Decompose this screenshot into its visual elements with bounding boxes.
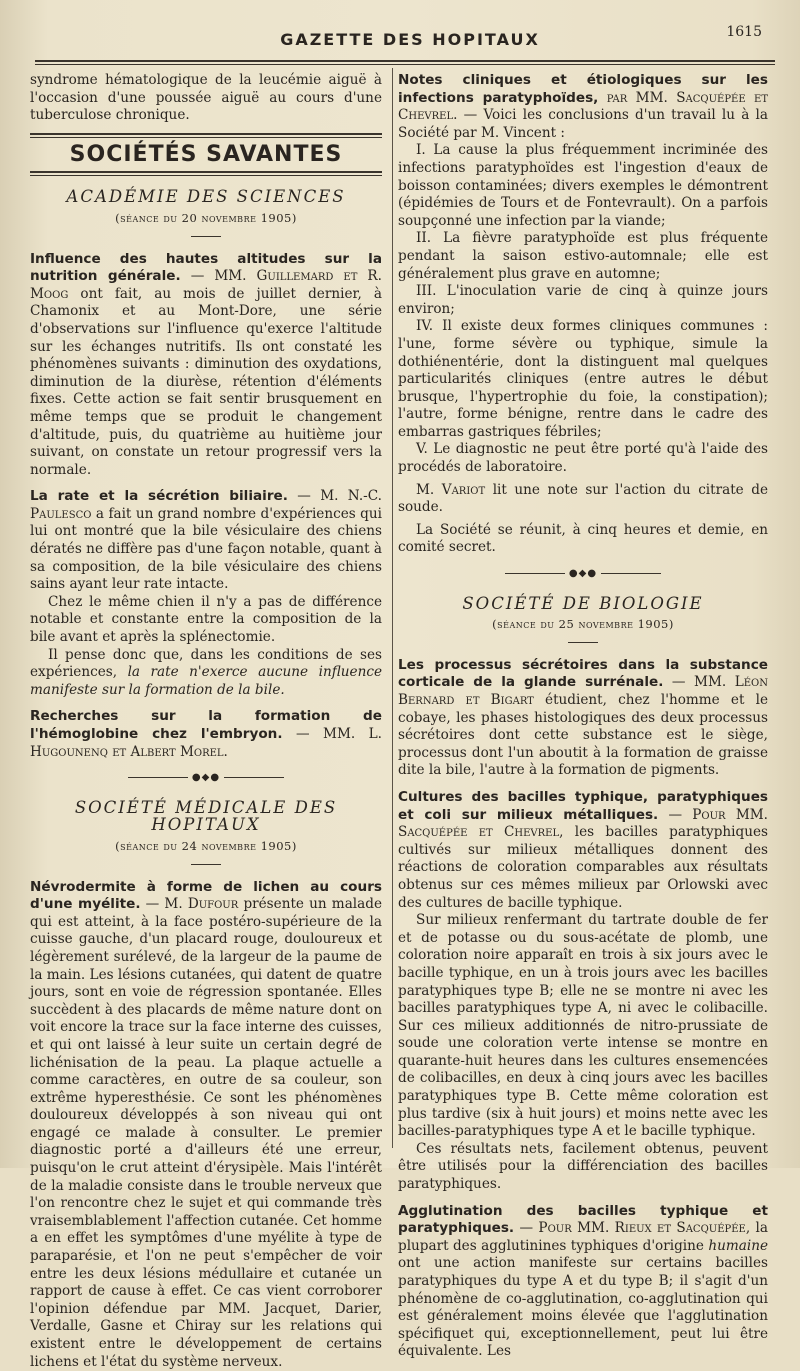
column-divider [392,68,393,1148]
article-heading: Influence des hautes altitudes sur la nutrition générale. [30,250,382,285]
article-heading: Notes cliniques et étiologiques sur les infections paratyphoïdes, [398,72,768,106]
intro-paragraph: syndrome hématologique de la leucémie aiguë à l'occasion d'une poussée aiguë au cours d'une tuberculose chronique. [30,72,382,124]
conclusion-item: V. Le diagnostic ne peut être porté qu'à l'aide des procédés de laboratoire. [398,441,768,476]
article-text: présente un malade qui est atteint, à la face postéro-supérieure de la cuisse gauche, d'un placard rouge, douloureux et légèrement surélevé, de la largeur de la paume de la main. Les lésions cutanées, qui datent de quatre jours, sont en voie de régression spontanée. Elles succèdent à des placards de même nature dont on voit encore la trace sur la face interne des cuisses, et qui ont laissé à leur suite un certain degré de lichénisation de la peau. La plaque actuelle a comme caractères, en outre de sa couleur, son extrême hyperesthésie. Ce sont les phénomènes douloureux développés à son niveau qui ont engagé ce malade à consulter. Le premier diagnostic porté a d'ailleurs été une erreur, puisqu'on le crut atteint d'érysipèle. Mais l'intérêt de la maladie consiste dans le trouble nerveux que l'on rencontre chez le sujet et qui commande très vraisemblablement l'affection cutanée. Cet homme a en effet les symptômes d'une myélite à type de paraparésie, et l'on ne peut s'empêcher de voir entre les deux lésions médullaire et cutanée un rapport de cause à effet. Ce cas vient corroborer l'opinion défendue par MM. Jacquet, Darier, Verdalle, Gasne et Chiray sur les relations qui existent entre le développement de certains lichens et l'état du système nerveux. [30,896,382,1370]
article-paratyphoides [398,72,768,142]
biologie-title: SOCIÉTÉ DE BIOLOGIE [462,593,704,613]
article-authors: — MM. L. Hugounenq et Albert Morel. [30,726,382,760]
header-rule [35,60,775,62]
academie-seance: (séance du 20 novembre 1905) [115,210,297,225]
article-surrenale [398,657,768,780]
article-heading: La rate et la sécrétion biliaire. [30,488,288,505]
article-hemoglobine [30,708,382,761]
article-text: ont fait, au mois de juillet dernier, à Chamonix et au Mont-Dore, une série d'observations sur l'influence qu'exerce l'altitude sur les échanges nutritifs. Ils ont constaté les phénomènes suivants : diminution des oxydations, diminution de la diurèse, rétention d'éléments fixes. Cette action se fait sentir brusquement en même temps que se produit le changement d'altitude, puis, du quatrième au huitième jour suivant, on constate un retour progressif vers la normale. [30,285,383,478]
ornament-divider: ●◆● [398,565,768,583]
page-header [40,24,780,58]
article-text: ont une action manifeste sur certains bacilles paratyphiques du type A et du type B; il s'agit d'un phénomène de co-agglutination, co-agglutination qui est généralement moins élevée que l'agglutination spécifiquet qui, exceptionnellement, peut lui être équivalente. Les [398,1255,768,1360]
conclusion-item: III. L'inoculation varie de cinq à quinze jours environ; [398,283,768,317]
header-rule-thin [35,64,775,65]
article-text: lit une note sur l'action du citrate de soude. [398,481,768,516]
article-authors: — MM. Guillemard et R. Moog [30,268,382,302]
article-heading: Cultures des bacilles typhique, paratyphiques et coli sur milieux métalliques. [398,788,768,823]
article-authors: — Pour MM. Sacquépée et Chevrel, [398,806,768,841]
article-altitudes [30,251,382,480]
left-column [30,72,382,1371]
article-paragraph: Sur milieux renfermant du tartrate double de fer et de potasse ou du sous-acétate de plomb, une coloration noire apparaît en trois à six jours avec le bacille typhique, en un à trois jours avec les bacilles paratyphiques type B; elle ne se montre ni avec les bacilles paratyphiques type A, ni avec le colibacille. Sur ces milieux additionnés de nitro-prussiate de soude une coloration verte intense se montre en quarante-huit heures dans les cultures ensemencées de colibacilles, en deux à cinq jours avec les bacilles paratyphiques type B. Cette même coloration est plus tardive (six à huit jours) et moins nette avec les bacilles-paratyphiques type A et le bacille typhique. [398,912,768,1140]
article-authors: — M. Dufour [145,896,239,913]
variot-note [398,482,768,517]
article-heading: Les processus sécrétoires dans la substance corticale de la glande surrénale. [398,656,768,691]
article-paragraph: Ces résultats nets, facilement obtenus, peuvent être utilisés pour la différenciation des bacilles paratyphiques. [398,1140,768,1193]
conclusion-item: IV. Il existe deux formes cliniques communes : l'une, forme sévère ou typhique, simule la dothiénentérie, dont la distinguent mal quelques particularités cliniques (entre autres le début brusque, l'hypertrophie du foie, la constipation); l'autre, forme bénigne, rentre dans le cadre des embarras gastriques fébriles; [398,318,768,440]
comite-secret-note: La Société se réunit, à cinq heures et demie, en comité secret. [398,521,768,556]
article-text: les bacilles paratyphiques cultivés sur milieux métalliques donnent des réactions de coloration comparables aux résultats obtenus sur ces mêmes milieux par Orlowski avec des cultures de bacille typhique. [398,824,768,911]
article-text: a fait un grand nombre d'expériences qui lui ont montré que la bile vésiculaire des chiens dératés ne diffère pas d'une façon notable, quant à sa composition, de la bile vésiculaire des chiens sains ayant leur rate intacte. [30,505,382,593]
article-paragraph [30,647,382,700]
article-authors: — M. N.-C. Paulesco [30,488,382,522]
article-authors: par MM. Sacquépée et Chevrel. [398,89,769,124]
short-rule [568,642,598,643]
article-authors: — MM. Léon Bernard et Bigart [398,674,768,708]
short-rule [191,236,221,237]
article-paragraph: Chez le même chien il n'y a pas de différence notable et constante entre la composition de la bile avant et après la splénectomie. [30,593,382,646]
article-heading: Recherches sur la formation de l'hémoglobine chez l'embryon. [30,708,382,742]
article-heading: Névrodermite à forme de lichen au cours d'une myélite. [30,878,382,913]
smh-seance: (séance du 24 novembre 1905) [115,838,297,853]
article-nevrodermite [30,879,382,1371]
conclusion-item: I. La cause la plus fréquemment incriminée des infections paratyphoïdes est l'ingestion d'eaux de boisson contaminées; divers exemples le démontrent (épidémies de Tours et de Fontevrault). On a parfois soupçonné une infection par la viande; [398,142,768,229]
page-number: 1615 [726,24,762,40]
article-text: Il pense donc que, dans les conditions de ses expériences, [30,646,382,681]
article-agglutination [398,1203,768,1361]
publication-title: GAZETTE DES HOPITAUX [280,30,540,49]
article-text: étudient, chez l'homme et le cobaye, les phases histologiques des deux processus sécrétoires dont cette substance est le siège, processus dont l'un aboutit à la formation de graisse dite la bile, l'autre à la formation de pigments. [398,692,768,779]
ornament-divider: ●◆● [30,769,382,787]
article-text: la plupart des agglutinines typhiques d'origine [398,1220,768,1254]
smh-title: SOCIÉTÉ MÉDICALE DES HOPITAUX [74,797,338,835]
section-title: SOCIÉTÉS SAVANTES [69,141,343,167]
article-italic-text: humaine [708,1237,768,1254]
article-italic-text: la rate n'exerce aucune influence manifeste sur la formation de la bile. [30,664,382,698]
article-authors: M. Variot [416,481,486,498]
academie-title: ACADÉMIE DES SCIENCES [66,187,346,207]
article-heading: Agglutination des bacilles typhique et paratyphiques. [398,1202,768,1237]
right-column [398,72,768,1361]
article-rate [30,488,382,594]
short-rule [191,864,221,865]
section-rule-top [30,133,382,138]
biologie-seance: (séance du 25 novembre 1905) [492,617,674,632]
section-rule-bottom [30,171,382,176]
article-text: — Voici les conclusions d'un travail lu à la Société par M. Vincent : [398,107,768,141]
article-authors: — Pour MM. Rieux et Sacquépée, [519,1220,751,1237]
article-cultures [398,789,768,912]
conclusion-item: II. La fièvre paratyphoïde est plus fréquente pendant la saison estivo-automnale; elle est généralement plus grave en automne; [398,230,768,282]
